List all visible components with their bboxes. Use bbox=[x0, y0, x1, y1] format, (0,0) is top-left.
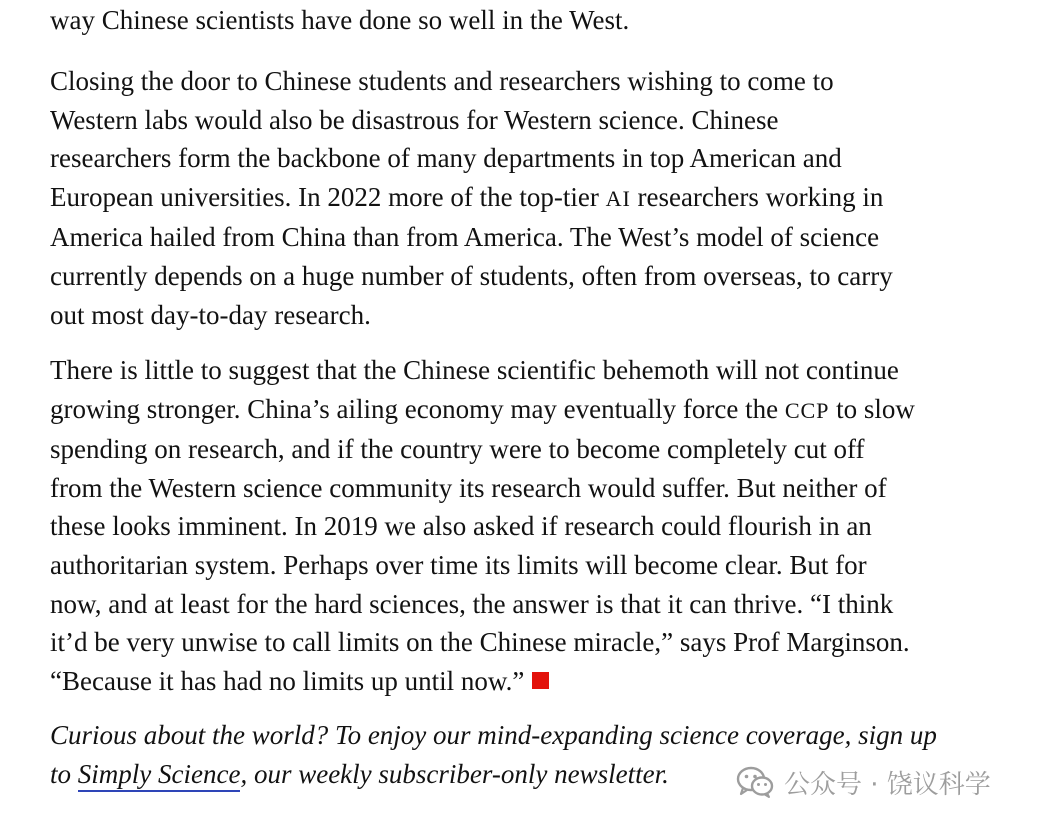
text-line: way Chinese scientists have done so well in the West. bbox=[50, 5, 630, 35]
paragraph-little-to-suggest bbox=[50, 351, 915, 700]
text-line: out most day-to-day research. bbox=[50, 299, 371, 330]
text-line: researchers form the backbone of many departments in top American and bbox=[50, 143, 842, 174]
text-segment: to bbox=[50, 758, 78, 789]
paragraph-previous-end bbox=[50, 1, 629, 40]
text-segment: growing stronger. China’s ailing economy may eventually force the bbox=[50, 393, 785, 424]
text-line: these looks imminent. In 2019 we also asked if research could flourish in an bbox=[50, 511, 872, 542]
text-line: Closing the door to Chinese students and researchers wishing to come to bbox=[50, 66, 834, 96]
text-segment: , our weekly subscriber-only newsletter. bbox=[240, 758, 669, 789]
text-segment: “Because it has had no limits up until now.” bbox=[50, 665, 525, 696]
text-line: currently depends on a huge number of students, often from overseas, to carry bbox=[50, 260, 893, 291]
abbreviation-ccp: CCP bbox=[784, 397, 830, 423]
paragraph-closing-door bbox=[50, 62, 893, 334]
text-line: now, and at least for the hard sciences, the answer is that it can thrive. “I think bbox=[50, 588, 894, 619]
text-segment: to slow bbox=[829, 393, 915, 424]
text-line: spending on research, and if the country were to become completely cut off bbox=[50, 434, 865, 465]
wechat-icon bbox=[736, 765, 774, 799]
text-segment: researchers working in bbox=[630, 181, 884, 212]
text-line bbox=[50, 662, 915, 701]
text-line bbox=[50, 390, 915, 431]
text-line: Curious about the world? To enjoy our mind-expanding science coverage, sign up bbox=[50, 720, 937, 750]
simply-science-link[interactable]: Simply Science bbox=[78, 759, 241, 792]
watermark-text: 公众号 · 饶议科学 bbox=[784, 769, 991, 800]
text-line: America hailed from China than from America. The West’s model of science bbox=[50, 222, 880, 253]
wechat-watermark bbox=[736, 762, 991, 802]
end-of-article-square-icon bbox=[532, 672, 549, 689]
text-line: Western labs would also be disastrous for Western science. Chinese bbox=[50, 104, 779, 135]
abbreviation-ai: AI bbox=[605, 185, 631, 211]
text-line: it’d be very unwise to call limits on the Chinese miracle,” says Prof Marginson. bbox=[50, 627, 910, 658]
text-line bbox=[50, 178, 893, 219]
text-segment: European universities. In 2022 more of the top-tier bbox=[50, 181, 606, 212]
text-line: authoritarian system. Perhaps over time its limits will become clear. But for bbox=[50, 549, 867, 580]
text-line: from the Western science community its research would suffer. But neither of bbox=[50, 472, 887, 503]
text-line: There is little to suggest that the Chinese scientific behemoth will not continue bbox=[50, 355, 899, 385]
